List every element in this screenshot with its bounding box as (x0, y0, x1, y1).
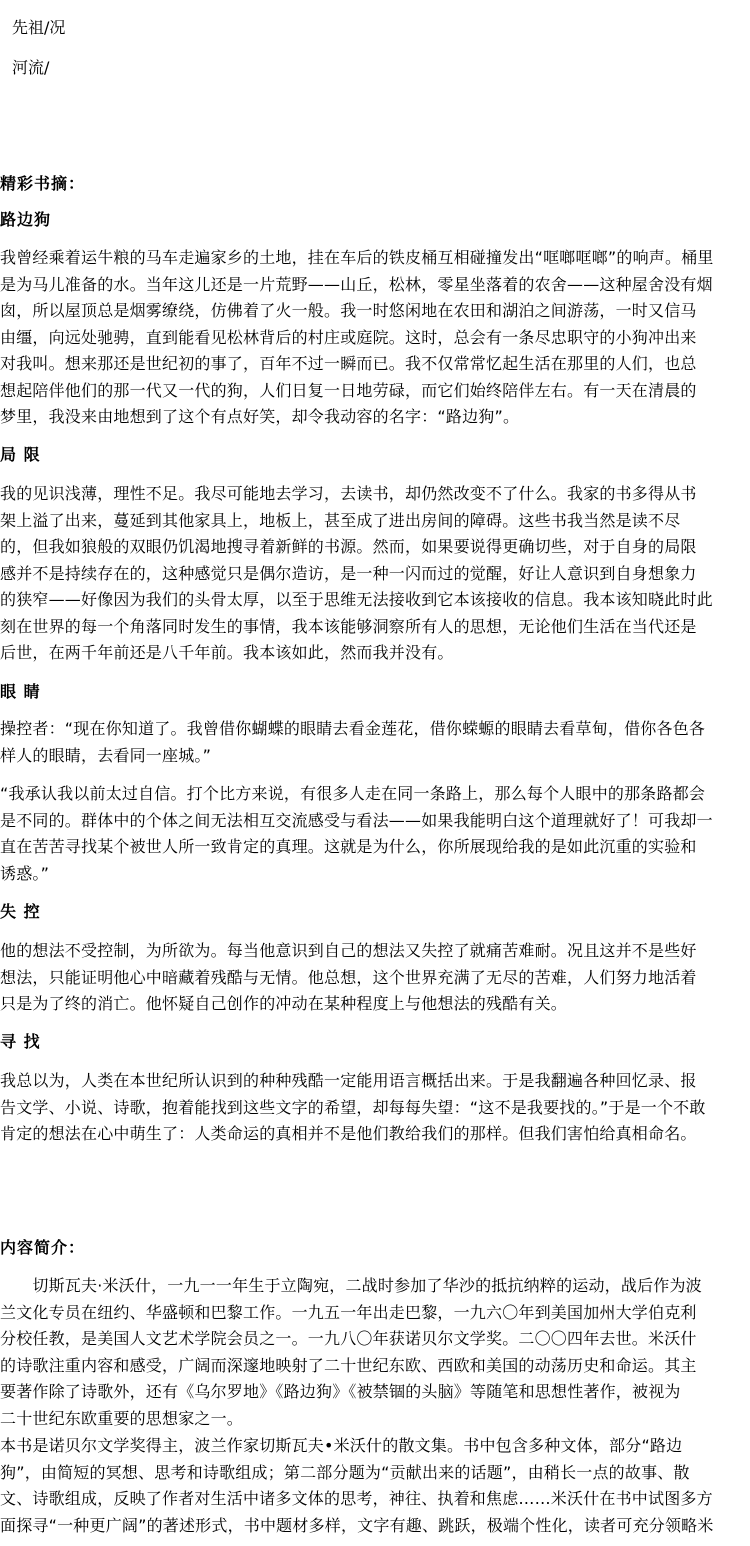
text-line: 面探寻“一种更广阔”的著述形式，书中题材多样，文字有趣、跳跃，极端个性化，读者可充分领略米 (0, 1515, 714, 1535)
text-line: 是为马儿准备的水。当年这儿还是一片荒野——山丘，松林，零星坐落着的农舍——这种屋舍没有烟 (0, 274, 713, 294)
text-line: 狗”，由简短的冥想、思考和诗歌组成；第二部分题为“贡献出来的话题”，由稍长一点的故事、散 (0, 1462, 690, 1482)
text-line: 直在苦苦寻找某个被世人所一致肯定的真理。这就是为什么，你所展现给我的是如此沉重的实验和 (0, 837, 697, 856)
text-line: 肯定的想法在心中萌生了：人类命运的真相并不是他们教给我们的那样。但我们害怕给真相命名。 (0, 1124, 697, 1143)
text-line: 操控者：“现在你知道了。我曾借你蝴蝶的眼睛去看金莲花，借你蝾螈的眼睛去看草甸，借你各色各 (0, 719, 706, 738)
section-paragraph (0, 938, 750, 1018)
summary-paragraph (0, 1433, 750, 1539)
summary-heading: 内容简介： (0, 1238, 86, 1257)
section-paragraph (0, 245, 750, 431)
text-line: 想起陪伴他们的那一代又一代的狗，人们日复一日地劳碌，而它们始终陪伴左右。有一天在清晨的 (0, 380, 697, 400)
header-line-rivers: 河流/ (12, 58, 50, 77)
text-line: 刻在世界的每一个角落同时发生的事情，我本该能够洞察所有人的思想，无论他们生活在当代还是 (0, 616, 697, 636)
text-line: 文、诗歌组成，反映了作者对生活中诸多文体的思考，神往、执着和焦虑……米沃什在书中试图多方 (0, 1489, 713, 1508)
section-paragraph (0, 1068, 750, 1148)
header-line-ancestors: 先祖/况 (12, 18, 66, 37)
section-title-out-of-control: 失 控 (0, 902, 41, 921)
text-line: 的诗歌注重内容和感受，广阔而深邃地映射了二十世纪东欧、西欧和美国的动荡历史和命运。其主 (0, 1355, 697, 1375)
text-line: 是不同的。群体中的个体之间无法相互交流感受与看法——如果我能明白这个道理就好了！可我却一 (0, 810, 713, 830)
text-line: 分校任教，是美国人文艺术学院会员之一。一九八〇年获诺贝尔文学奖。二〇〇四年去世。米沃什 (0, 1329, 697, 1348)
text-line: 诱惑。” (0, 863, 50, 883)
text-line: 架上溢了出来，蔓延到其他家具上，地板上，甚至成了进出房间的障碍。这些书我当然是读不尽 (0, 510, 681, 530)
text-line: 样人的眼睛，去看同一座城。” (0, 745, 212, 765)
text-line: 梦里，我没来由地想到了这个有点好笑，却令我动容的名字：“路边狗”。 (0, 407, 520, 426)
section-title-limits: 局 限 (0, 445, 41, 464)
section-paragraph (0, 481, 750, 667)
text-line: 的，但我如狼般的双眼仍饥渴地搜寻着新鲜的书源。然而，如果要说得更确切些，对于自身的局限 (0, 537, 697, 556)
text-line: 告文学、小说、诗歌，抱着能找到这些文字的希望，却每每失望：“这不是我要找的。”于是一个不敢 (0, 1097, 706, 1117)
section-title-roadside-dog: 路边狗 (0, 210, 52, 229)
text-line: 兰文化专员在纽约、华盛顿和巴黎工作。一九五一年出走巴黎，一九六〇年到美国加州大学伯克利 (0, 1302, 697, 1322)
text-line: 只是为了终的消亡。他怀疑自己创作的冲动在某种程度上与他想法的残酷有关。 (0, 994, 568, 1013)
text-line: 二十世纪东欧重要的思想家之一。 (0, 1408, 244, 1428)
text-line: 的狭窄——好像因为我们的头骨太厚，以至于思维无法接收到它本该接收的信息。我本该知晓此时此 (0, 590, 713, 609)
text-line: 切斯瓦夫·米沃什，一九一一年生于立陶宛，二战时参加了华沙的抵抗纳粹的运动，战后作为波 (0, 1276, 702, 1295)
text-line: 我曾经乘着运牛粮的马车走遍家乡的土地，挂在车后的铁皮桶互相碰撞发出“哐啷哐啷”的响声。桶里 (0, 248, 714, 267)
text-line: 对我叫。想来那还是世纪初的事了，百年不过一瞬而已。我不仅常常忆起生活在那里的人们，也总 (0, 354, 697, 373)
summary-paragraph (0, 1273, 750, 1432)
section-title-search: 寻 找 (0, 1032, 41, 1051)
text-line: 后世，在两千年前还是八千年前。我本该如此，然而我并没有。 (0, 643, 454, 662)
text-line: 由缰，向远处驰骋，直到能看见松林背后的村庄或庭院。这时，总会有一条尽忠职守的小狗冲出来 (0, 327, 697, 347)
text-line: “我承认我以前太过自信。打个比方来说，有很多人走在同一条路上，那么每个人眼中的那条路都会 (0, 784, 706, 803)
excerpts-heading: 精彩书摘： (0, 174, 86, 193)
section-title-eyes: 眼 睛 (0, 682, 41, 701)
text-line: 我总以为，人类在本世纪所认识到的种种残酷一定能用语言概括出来。于是我翻遍各种回忆录、报 (0, 1071, 697, 1090)
text-line: 想法，只能证明他心中暗藏着残酷与无情。他总想，这个世界充满了无尽的苦难，人们努力地活着 (0, 967, 697, 987)
text-line: 囱，所以屋顶总是烟雾缭绕，仿佛着了火一般。我一时悠闲地在农田和湖泊之间游荡，一时又信马 (0, 301, 697, 320)
text-line: 感并不是持续存在的，这种感觉只是偶尔造访，是一种一闪而过的觉醒，好让人意识到自身想象力 (0, 563, 697, 583)
section-paragraph (0, 716, 750, 769)
text-line: 他的想法不受控制，为所欲为。每当他意识到自己的想法又失控了就痛苦难耐。况且这并不是些好 (0, 941, 697, 960)
text-line: 我的见识浅薄，理性不足。我尽可能地去学习，去读书，却仍然改变不了什么。我家的书多得从书 (0, 484, 697, 503)
text-line: 本书是诺贝尔文学奖得主，波兰作家切斯瓦夫•米沃什的散文集。书中包含多种文体，部分“路边 (0, 1436, 683, 1455)
text-line: 要著作除了诗歌外，还有《乌尔罗地》《路边狗》《被禁锢的头脑》等随笔和思想性著作，被视为 (0, 1382, 681, 1401)
section-paragraph (0, 781, 750, 887)
